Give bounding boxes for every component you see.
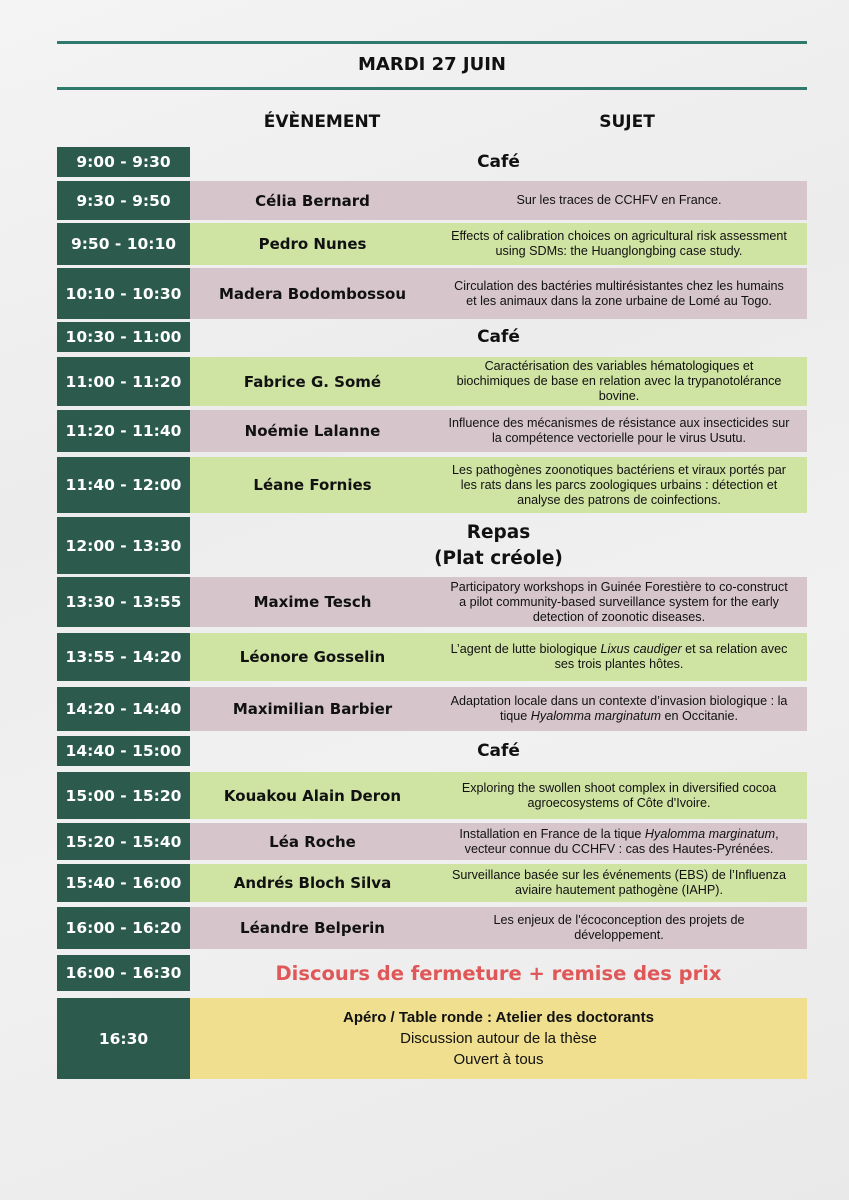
schedule-row — [57, 907, 807, 949]
speaker-name: Léane Fornies — [253, 476, 372, 494]
schedule-row — [57, 223, 807, 265]
talk-subject: Exploring the swollen shoot complex in diversified cocoa agroecosystems of Côte d'Ivoire. — [461, 780, 777, 810]
schedule-row — [57, 457, 807, 513]
speaker-name: Maximilian Barbier — [232, 700, 393, 718]
time-slot: 9:30 - 9:50 — [57, 181, 190, 220]
break-label: Café — [477, 152, 520, 172]
talk-subject: Participatory workshops in Guinée Forestière to co-construct a pilot community-based surveillance system for the early detection of zoonotic diseases. — [450, 579, 788, 624]
time-slot: 11:00 - 11:20 — [57, 357, 190, 406]
schedule-row-break — [57, 517, 807, 574]
speaker-name: Noémie Lalanne — [244, 422, 381, 440]
talk-subject: Effects of calibration choices on agricultural risk assessment using SDMs: the Huanglongbing case study. — [451, 229, 787, 258]
schedule-row — [57, 181, 807, 220]
schedule-row — [57, 577, 807, 627]
time-slot: 14:40 - 15:00 — [57, 736, 190, 766]
schedule-row — [57, 864, 807, 902]
time-slot: 14:20 - 14:40 — [57, 687, 190, 731]
break-label: Café — [477, 327, 520, 347]
talk-subject: Les pathogènes zoonotiques bactériens et viraux portés par les rats dans les parcs zoologiques urbains : détection et analyse des patrons de coinfections. — [452, 462, 786, 507]
talk-subject: Installation en France de la tique Hyalomma marginatum, vecteur connue du CCHFV : cas des Hautes-Pyrénées. — [459, 826, 779, 856]
talk-subject: Circulation des bactéries multirésistantes chez les humains et les animaux dans la zone urbaine de Lomé au Togo. — [454, 278, 784, 308]
schedule-row — [57, 410, 807, 452]
speaker-name: Léonore Gosselin — [239, 648, 386, 666]
time-slot: 16:00 - 16:30 — [57, 955, 190, 991]
time-slot: 10:30 - 11:00 — [57, 322, 190, 352]
time-slot: 13:30 - 13:55 — [57, 577, 190, 627]
page-title: MARDI 27 JUIN — [358, 54, 506, 75]
time-slot: 16:30 — [57, 998, 190, 1079]
time-slot: 15:00 - 15:20 — [57, 772, 190, 819]
schedule-row — [57, 357, 807, 406]
event-column-header: ÉVÈNEMENT — [263, 112, 381, 132]
talk-subject: Les enjeux de l'écoconception des projets de développement. — [493, 913, 745, 942]
title-rule — [57, 87, 807, 90]
schedule-row-closing — [57, 955, 807, 991]
final-event — [190, 1007, 807, 1070]
speaker-name: Célia Bernard — [255, 191, 370, 210]
time-slot: 9:00 - 9:30 — [57, 147, 190, 177]
speaker-name: Fabrice G. Somé — [243, 372, 382, 391]
talk-subject: Adaptation locale dans un contexte d’invasion biologique : la tique Hyalomma marginatum en Occitanie. — [450, 694, 788, 723]
speaker-name: Léa Roche — [269, 832, 356, 851]
speaker-name: Madera Bodombossou — [219, 284, 406, 303]
time-slot: 15:40 - 16:00 — [57, 864, 190, 902]
top-rule — [57, 41, 807, 44]
talk-subject: Caractérisation des variables hématologiques et biochimiques de base en relation avec la trypanotolérance bovine. — [456, 359, 782, 403]
time-slot: 15:20 - 15:40 — [57, 823, 190, 860]
schedule-row-break — [57, 322, 807, 352]
speaker-name: Kouakou Alain Deron — [223, 786, 402, 805]
speaker-name: Andrés Bloch Silva — [233, 874, 392, 892]
speaker-name: Maxime Tesch — [253, 593, 372, 611]
talk-subject: L’agent de lutte biologique Lixus caudiger et sa relation avec ses trois plantes hôtes. — [450, 642, 788, 671]
break-label: Café — [477, 741, 520, 761]
final-event-title: Apéro / Table ronde : Atelier des doctorants — [343, 1009, 654, 1026]
schedule-row — [57, 772, 807, 819]
speaker-name: Pedro Nunes — [258, 235, 367, 253]
schedule-row-break — [57, 736, 807, 766]
time-slot: 12:00 - 13:30 — [57, 517, 190, 574]
schedule-row-final — [57, 998, 807, 1079]
meal-label: Repas (Plat créole) — [434, 521, 563, 569]
time-slot: 16:00 - 16:20 — [57, 907, 190, 949]
final-event-line: Discussion autour de la thèse — [400, 1030, 597, 1047]
talk-subject: Influence des mécanismes de résistance aux insecticides sur la compétence vectorielle pour le virus Usutu. — [448, 416, 790, 445]
schedule-row — [57, 633, 807, 681]
speaker-name: Léandre Belperin — [240, 919, 385, 937]
schedule-row-break — [57, 147, 807, 177]
final-event-line: Ouvert à tous — [453, 1051, 544, 1068]
schedule-row — [57, 687, 807, 731]
time-slot: 9:50 - 10:10 — [57, 223, 190, 265]
closing-ceremony-label: Discours de fermeture + remise des prix — [275, 961, 722, 985]
subject-column-header: SUJET — [599, 112, 655, 132]
talk-subject: Surveillance basée sur les événements (EBS) de l’Influenza aviaire hautement pathogène (IAHP). — [452, 868, 786, 897]
schedule-row — [57, 823, 807, 860]
time-slot: 13:55 - 14:20 — [57, 633, 190, 681]
time-slot: 11:40 - 12:00 — [57, 457, 190, 513]
time-slot: 10:10 - 10:30 — [57, 268, 190, 319]
schedule-row — [57, 268, 807, 319]
talk-subject: Sur les traces de CCHFV en France. — [516, 193, 722, 207]
time-slot: 11:20 - 11:40 — [57, 410, 190, 452]
